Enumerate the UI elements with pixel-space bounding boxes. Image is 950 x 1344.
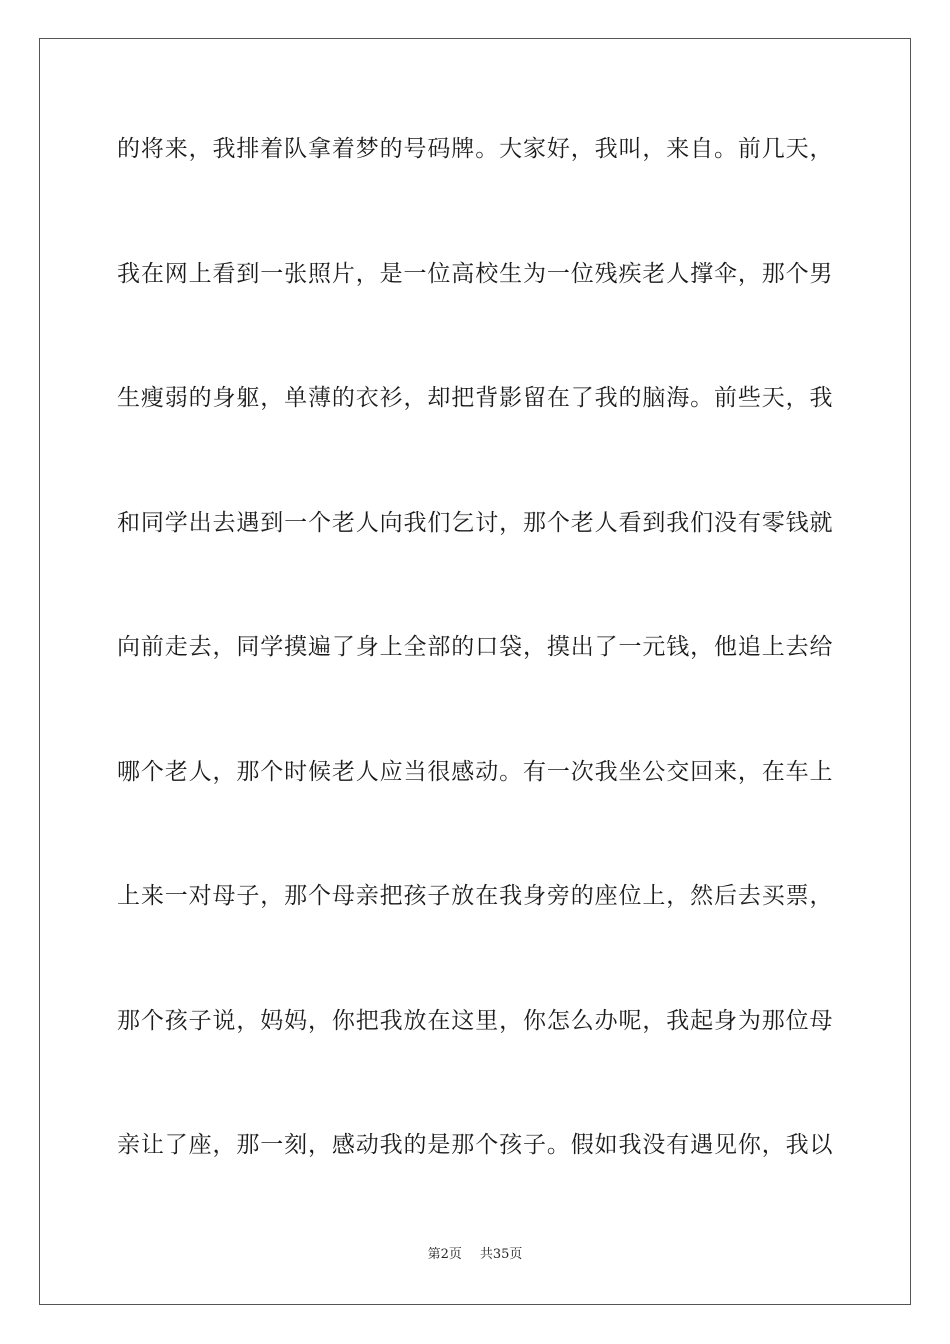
- body-text-line: 的将来，我排着队拿着梦的号码牌。大家好，我叫，来自。前几天，: [117, 136, 833, 162]
- body-text-line: 哪个老人，那个时候老人应当很感动。有一次我坐公交回来，在车上: [117, 759, 833, 785]
- body-text-line: 亲让了座，那一刻，感动我的是那个孩子。假如我没有遇见你，我以: [117, 1132, 833, 1158]
- total-pages: 共35页: [479, 1247, 523, 1262]
- body-text-line: 上来一对母子，那个母亲把孩子放在我身旁的座位上，然后去买票，: [117, 883, 833, 909]
- body-text-line: 我在网上看到一张照片，是一位高校生为一位残疾老人撑伞，那个男: [117, 261, 833, 287]
- body-text-line: 那个孩子说，妈妈，你把我放在这里，你怎么办呢，我起身为那位母: [117, 1008, 833, 1034]
- body-text-line: 和同学出去遇到一个老人向我们乞讨，那个老人看到我们没有零钱就: [117, 510, 833, 536]
- body-text-line: 向前走去，同学摸遍了身上全部的口袋，摸出了一元钱，他追上去给: [117, 634, 833, 660]
- body-text-line: 生瘦弱的身躯，单薄的衣衫，却把背影留在了我的脑海。前些天，我: [117, 385, 833, 411]
- page-number: 第2页: [427, 1247, 462, 1262]
- page-footer: [0, 1246, 950, 1264]
- page-border: [39, 38, 911, 1305]
